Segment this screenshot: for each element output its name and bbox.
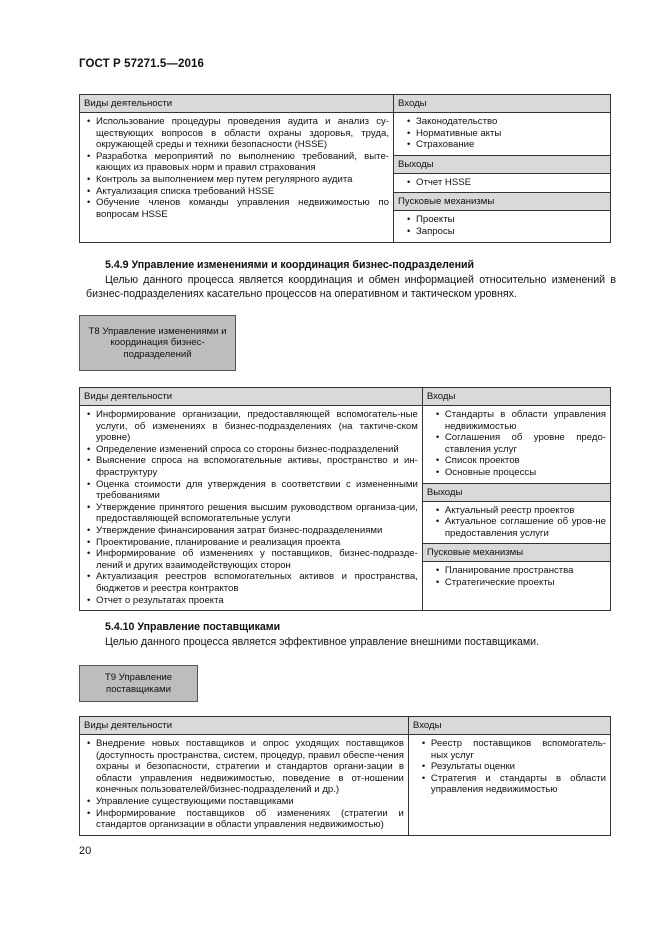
list-item: • Информирование об изменениях у поставщиков, бизнес-подразде-лений и других взаимодействующих сторон xyxy=(84,548,418,571)
list-item: • Результаты оценки xyxy=(419,761,606,773)
activities-header: Виды деятельности xyxy=(80,388,422,405)
list-item: • Стратегические проекты xyxy=(433,577,606,589)
list-item: • Актуализация списка требований HSSE xyxy=(84,186,389,198)
list-item: • Информирование поставщиков об изменениях (стратегии и стандартов организации в области управления недвижимостью) xyxy=(84,808,404,831)
activities-list xyxy=(80,734,408,835)
list-item: • Актуальное соглашение об уров-не предоставления услуги xyxy=(433,516,606,539)
activities-list xyxy=(80,112,393,224)
io-cell xyxy=(422,388,610,611)
inputs-header: Входы xyxy=(423,388,610,405)
table-suppliers xyxy=(79,716,611,836)
section-title-549: 5.4.9 Управление изменениями и координация бизнес-подразделений xyxy=(105,259,475,271)
page-number: 20 xyxy=(79,845,92,857)
list-item: • Использование процедуры проведения аудита и анализ су-ществующих вопросов в области охраны здоровья, труда, окружающей среды и техники безопасности (HSSE) xyxy=(84,116,389,151)
list-item: • Проектирование, планирование и реализация проекта xyxy=(84,537,418,549)
inputs-header: Входы xyxy=(394,95,610,112)
list-item: • Актуальный реестр проектов xyxy=(433,505,606,517)
triggers-header: Пусковые механизмы xyxy=(394,192,610,211)
outputs-list xyxy=(423,502,610,544)
list-item: • Обучение членов команды управления недвижимостью по вопросам HSSE xyxy=(84,197,389,220)
activities-cell xyxy=(80,388,423,611)
list-item: • Запросы xyxy=(404,226,606,238)
list-item: • Проекты xyxy=(404,214,606,226)
list-item: • Контроль за выполнением мер путем регулярного аудита xyxy=(84,174,389,186)
table-hsse xyxy=(79,94,611,243)
section-text-549: Целью данного процесса является координация и обмен информацией относительно изменений в бизнес-подразделениях касательно процессов на оперативном и тактическом уровнях. xyxy=(86,274,616,300)
list-item: • Утверждение финансирования затрат бизнес-подразделениями xyxy=(84,525,418,537)
inputs-header: Входы xyxy=(409,717,610,734)
list-item: • Управление существующими поставщиками xyxy=(84,796,404,808)
activities-list xyxy=(80,405,422,610)
list-item: • Актуализация реестров вспомогательных активов и пространства, бюджетов и реестра контрактов xyxy=(84,571,418,594)
inputs-list xyxy=(423,405,610,483)
list-item: • Определение изменений спроса со стороны бизнес-подразделений xyxy=(84,444,418,456)
table-change-management xyxy=(79,387,611,611)
activities-cell xyxy=(80,717,409,836)
list-item: • Законодательство xyxy=(404,116,606,128)
list-item: • Соглашения об уровне предо-ставления услуг xyxy=(433,432,606,455)
list-item: • Разработка мероприятий по выполнению требований, выте-кающих из правовых норм и правил страхования xyxy=(84,151,389,174)
activities-cell xyxy=(80,95,394,243)
list-item: • Стратегия и стандарты в области управления недвижимостью xyxy=(419,773,606,796)
list-item: • Список проектов xyxy=(433,455,606,467)
list-item: • Оценка стоимости для утверждения в соответствии с измененными требованиями xyxy=(84,479,418,502)
list-item: • Выяснение спроса на вспомогательные активы, пространство и ин-фраструктуру xyxy=(84,455,418,478)
list-item: • Стандарты в области управления недвижимостью xyxy=(433,409,606,432)
outputs-header: Выходы xyxy=(394,155,610,174)
outputs-header: Выходы xyxy=(423,483,610,502)
process-box-t8 xyxy=(79,315,236,371)
list-item: • Нормативные акты xyxy=(404,128,606,140)
list-item: • Страхование xyxy=(404,139,606,151)
list-item: • Реестр поставщиков вспомогатель-ных услуг xyxy=(419,738,606,761)
list-item: • Отчет HSSE xyxy=(404,177,606,189)
outputs-list xyxy=(394,174,610,193)
inputs-list xyxy=(409,734,610,800)
list-item: • Информирование организации, предоставляющей вспомогатель-ные услуги, об изменениях в бизнес-подразделениях (на тактиче-ском уровне) xyxy=(84,409,418,444)
process-box-label: Т9 Управление поставщиками xyxy=(104,672,173,695)
activities-header: Виды деятельности xyxy=(80,717,408,734)
process-box-label: Т8 Управление изменениями и координация бизнес-подразделений xyxy=(88,325,227,360)
triggers-header: Пусковые механизмы xyxy=(423,543,610,562)
list-item: • Внедрение новых поставщиков и опрос уходящих поставщиков (доступность пространства, систем, процедур, правил обеспе-чения охраны и безопасности, стратегии и стандартов органи-зации в области управления недвижимостью, поведение в от-ношении конечных пользователей/бизнес-подразделений и др.) xyxy=(84,738,404,796)
section-text-5410: Целью данного процесса является эффективное управление внешними поставщиками. xyxy=(105,636,540,648)
triggers-list xyxy=(394,211,610,241)
section-title-5410: 5.4.10 Управление поставщиками xyxy=(105,621,281,633)
triggers-list xyxy=(423,562,610,592)
inputs-list xyxy=(394,112,610,155)
standard-header: ГОСТ Р 57271.5—2016 xyxy=(79,58,204,70)
io-cell xyxy=(408,717,610,836)
list-item: • Утверждение принятого решения высшим руководством организа-ции, предоставляющей вспомогательные услуги xyxy=(84,502,418,525)
list-item: • Отчет о результатах проекта xyxy=(84,595,418,607)
io-cell xyxy=(393,95,610,243)
process-box-t9 xyxy=(79,665,198,702)
activities-header: Виды деятельности xyxy=(80,95,393,112)
list-item: • Планирование пространства xyxy=(433,565,606,577)
list-item: • Основные процессы xyxy=(433,467,606,479)
